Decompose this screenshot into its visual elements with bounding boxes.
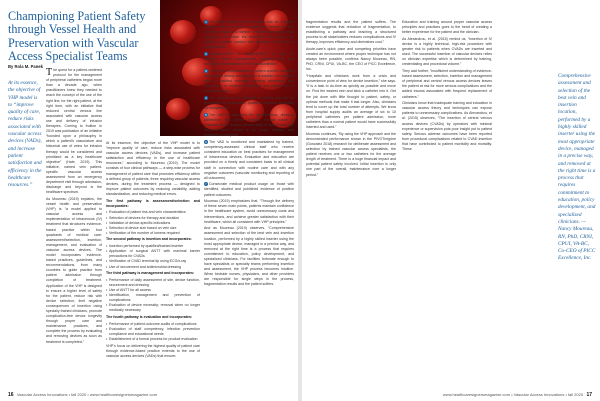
paragraph: Moureau (2019) emphasizes that, “Through the delivery of these seven main points, patients maintain confidence in the healthcare system, avoid unnecessary costs and interventions, and achieve greater satisfaction with their healthcare, which all consistent with VHP principles.” — [204, 199, 294, 224]
list-item: • Verification of the number of lumens required — [106, 231, 200, 236]
left-page — [0, 0, 298, 401]
paragraph: “Hospitals and clinicians work from a crisis and convenience point of view for device insertion,” she says. “It is a task to do-time as quickly as possible and move on. Find the easiest vein and stick a catheter into it. Get the job done with little thought to patient, safety, or optimal methods that make it last longer. Also, clinicians tend to cover up the total number of attempts. We know from hospital supply audits an average of six to 10 peripheral catheters per patient admission, more catheters than a normal patient would have successfully inserted and used.” — [306, 74, 396, 130]
pull-quote-left: At its essence, the objective of VHP model is to “improve quality of care, reduce risks associated with vascular access devices (VADs), and increase patient satisfaction and efficiency in the healthcare resources.” — [8, 80, 42, 189]
numbered-point: 7 Consecrate medical product usage on those with identified, studied and published evidence of positive patient outcomes. — [204, 182, 294, 197]
list-item: • Selection of device size based on vein size — [106, 226, 200, 231]
subhead-pathway-2: The second pathway is insertion and incorporates: — [106, 237, 192, 242]
list-item: • Performance of daily assessment of site, device function, securement and dressing — [106, 278, 200, 288]
column-2 — [106, 141, 200, 383]
list-pathway-2 — [106, 244, 200, 269]
paragraph: And as Moureau (2019) observes, “Comprehensive assessment and selection of the best vein and insertion location, performed by a highly skilled inserter using the most appropriate device, managed in a precise way, and removed at the right time is a process that requires commitment to education, policy development, and specialized clinicians. For facilities fortunate enough to have specialists or specialty teams performing insertion and assessment, the VHP process becomes intuitive. When bedside nurses, physicians, and other providers are responsible for single steps in the process, fragmentation results and the patient suffers. — [204, 226, 294, 287]
subhead-pathway-3: The third pathway is management and incorporates: — [106, 271, 195, 276]
article-title: Championing Patient Safety through Vessel Health and Preservation with Vascular Access Specialist Teams — [8, 9, 146, 64]
number-marker: 7 — [205, 182, 207, 187]
number-marker: 6 — [205, 140, 207, 145]
list-item: • Evaluation of patient risk and vein characteristics — [106, 210, 200, 215]
list-item: • Insertion performed by qualified/trained inserter — [106, 244, 200, 249]
list-item: • Identification, management and prevention of complications — [106, 293, 200, 303]
footer-right — [443, 392, 592, 398]
blood-cell — [166, 98, 190, 120]
paragraph: Clinicians know that inadequate training and education in vascular access theory and techniques can expose patients to unnecessary complications. As Alexandrou, et al. (2015) observes, “The insertion of central venous access devices (CVADs) by operators with minimal experience or supervision puts poor insight put to patient safety. Serious adverse outcomes have been reported from procedural complications related to CVAD insertion that have contributed to patient morbidity and mortality. These — [402, 101, 492, 152]
list-pathway-3 — [106, 278, 200, 314]
byline: By Rola M. Panek — [8, 64, 43, 69]
website-link[interactable]: www.healthcaresignersmagazine.com — [89, 392, 158, 397]
website-link[interactable]: www.healthcaresignersmagazine.com — [442, 392, 511, 397]
list-item: • Validation of device-specific indications — [106, 221, 200, 226]
page-number-right: 17 — [586, 392, 592, 398]
pull-quote-right: Comprehensive assessment and selection of the best vein and insertion location, performed by a highly skilled inserter using the most appropriate device, managed in a precise way, and removed at the right time is a process that requires commitment to education, policy development, and specialized clinicians. — Nancy Moureau, RN, PhD, CRNI, CPUI, VA-BC, Co-CEO of PICC Excellence, Inc. — [558, 73, 596, 262]
paragraph: As Moureau (2019) explains, the vessel health and preservation (VHP) is “a model applied to vascular access and implementation of intravenous (IV) treatment that structures evidence-based practice within four quadrants of medical care: assessment/selection, insertion, management, and evaluation of vascular access devices. The model incorporates evidence-based practices, guidelines, and recommendations, from many countries to guide practice from patient admission through completion of treatment. Application of the VHP is designed to ensure a higher level of safety for the patient, reduce risk with device selection, limit negative consequences of insertion using specially trained clinicians, promote complication-free device longevity through proper care and maintenance practices, and complete the process by evaluating and removing devices as soon as treatment is completed.” — [46, 196, 102, 344]
list-item: • Use of ANTT for all access — [106, 288, 200, 293]
paragraph: Education and training around proper vascular access principles and practices goes to the heart of creating a better experience for the patient and the clinician. — [402, 20, 492, 35]
list-item: • Performance of patient-outcome audits of complications — [106, 322, 200, 327]
numbered-point: 1 The VAD selected has the lowest risk for insertion location, does not limit to exceed 85 percent of vein diameter, length, and number of lumens, and is the most appropriate to deliver the treatment. The aim for the patient is greater comfort with reduction of the risk of complications. — [204, 20, 294, 50]
paragraph: They add further, “Insufficient understanding of evidence-based assessment, selection, insertion and management of peripheral and central venous access devices leaves the patient at risk for more serious complications and the added trauma associated with frequent replacement of catheters.” — [402, 69, 492, 99]
list-item: • Verification of CVAD terminal tip using ECG/x-ray — [106, 259, 200, 264]
number-marker: 5 — [205, 112, 207, 117]
paragraph: As Alexandrou, et al. (2015) remind us, “Insertion of IV device is a highly technical, high-risk procedure with greater risk to patients when CVADs are inserted and used. The successful insertion of vascular devices relies on clinician expertise which is determined by training, credentialing and procedural volume.” — [402, 36, 492, 67]
numbered-point: 4 The number of IV attempts is limited and will be performed by well-trained, qualified inserters supported for competency. — [204, 96, 294, 111]
subhead-pathway-4: The fourth pathway is evaluation and incorporates: — [106, 315, 193, 320]
intro-paragraph: The quest for a patient-centered protocol for the management of peripheral catheters began more than a decade ago, when practitioners knew they needed to reach the concept of the use of the right line, for the right patient, at the right time, with an initiative that reduced central venous line associated with vascular access use and delivery of infusion therapies. Coming to fruition in 2019 was publication of an initiative “founded upon a philosophy in which a patient’s vasculature and historical use of veins for infusion therapy would be considered and prioritized as a key healthcare objective” (Hale, 2019). This initiative, named vein patient-specific vascular access assessment from an emergency department visit through admission, discharge and beyond is the healthcare spectrum. — [46, 68, 102, 195]
paragraph: fragmentation results and the patient suffers. The evidence suggests that reduction of fragmentation, to establishing a pathway and teaching a structured process to all stakeholders reduces complications and IV therapy, improves efficiency and diminishes cost.” — [306, 20, 396, 45]
list-item: • Evaluation of staff competency, infection prevention compliance and educational needs — [106, 327, 200, 337]
numbered-point: 3 The VAD is individualized to patient-specific condition and medical history and placed in a suitable vein location with a qualified securing dressing adherence and securement to minimize movement and reduce risk of premature failure. — [204, 69, 294, 94]
number-marker: 4 — [205, 96, 207, 101]
column-3 — [204, 20, 294, 383]
number-marker: 3 — [205, 69, 207, 74]
list-item: • Use of securement and antimicrobial dressing — [106, 265, 200, 270]
numbered-point: 2 Standard-ANTT or Surgical-ANTT is used for insertion, device management, dressing care, and medication administration with hub disinfection. — [204, 52, 294, 67]
journal-name: Vascular Access Innovations • fall 2020 • — [16, 392, 89, 397]
subhead-pathway-1: The first pathway is assessment/selection and incorporates: — [106, 198, 200, 208]
list-item: • Selection of devices for therapy and duration — [106, 216, 200, 221]
list-item: • Evaluation of device necessity; removal when no longer medically necessary — [106, 303, 200, 313]
numbered-point: 6 The VAD is monitored and maintained by trained, competency-assessed clinical staff who receive consistent education on best practices for management of intravenous devices. Evaluation and education are provided on a timely and consistent basis to all clinical staff in connection with routine care and with any negative outcomes (vascular monitoring and reporting of all outcomes). — [204, 140, 294, 180]
list-item: • Establishment of a formal process for product evaluation — [106, 337, 200, 342]
page-number-left: 16 — [8, 392, 14, 398]
number-marker: 1 — [205, 20, 207, 24]
paragraph: VHP’s focus on delivering the highest quality of patient care through evidence-based practice extends to the use of vascular access devices (VADs) that ensure: — [106, 343, 200, 358]
drop-cap: T — [46, 68, 53, 78]
list-pathway-1 — [106, 210, 200, 235]
blood-cell — [170, 20, 196, 44]
footer-left — [8, 392, 157, 398]
list-item: • Application of surgical ANTT with maximal barrier precautions for CVADs — [106, 249, 200, 259]
numbered-point: 5 The VAD is assessed for complications, dressing adherence, and device function, normal saline to evaluate device function at least daily to assess care and removed when device is no longer needed, and treatment is complete. — [204, 112, 294, 138]
column-1 — [46, 68, 102, 383]
number-marker: 2 — [205, 52, 207, 57]
column-5 — [402, 20, 492, 383]
list-pathway-4 — [106, 322, 200, 342]
paragraph: At its essence, the objective of the VHP model is to “improve quality of care, reduce risks associated with vascular access devices (VADs), and increase patient satisfaction and efficiency in the use of healthcare resources,” according to Moureau (2019). The model consists of four clinical pathways — a step-wise process for management of patient care that promotes efficiency within a defined group of patients, three requiring vascular access devices, during the treatment process — designed to improve patient outcomes by reducing variability, adding standardization, and reducing medical errors. — [106, 141, 200, 196]
paragraph: Acute-care’s quick pace and competing priorities have created an environment where proper technique has not always been possible, confirms Nancy Moureau, RN, PhD, CRNI, CPUI, VA-BC, the CEO of PICC Excellence, Inc. — [306, 47, 396, 72]
column-4 — [306, 20, 396, 383]
paragraph: Moureau continues, “By using the VHP approach and the demonstrated performance shown in the PIVOTmigrine (Gonzalez 2018) research for deliberate assessment and selection by trained vascular access specialists, the patient receives one or two catheters for the average length of treatment. There is a huge financial impact and potential patient safety involved. Initial insertion is only one part of the overall, maintenance over a longer period.” — [306, 131, 396, 177]
journal-name: • Vascular Access Innovations • fall 2020 — [511, 392, 584, 397]
